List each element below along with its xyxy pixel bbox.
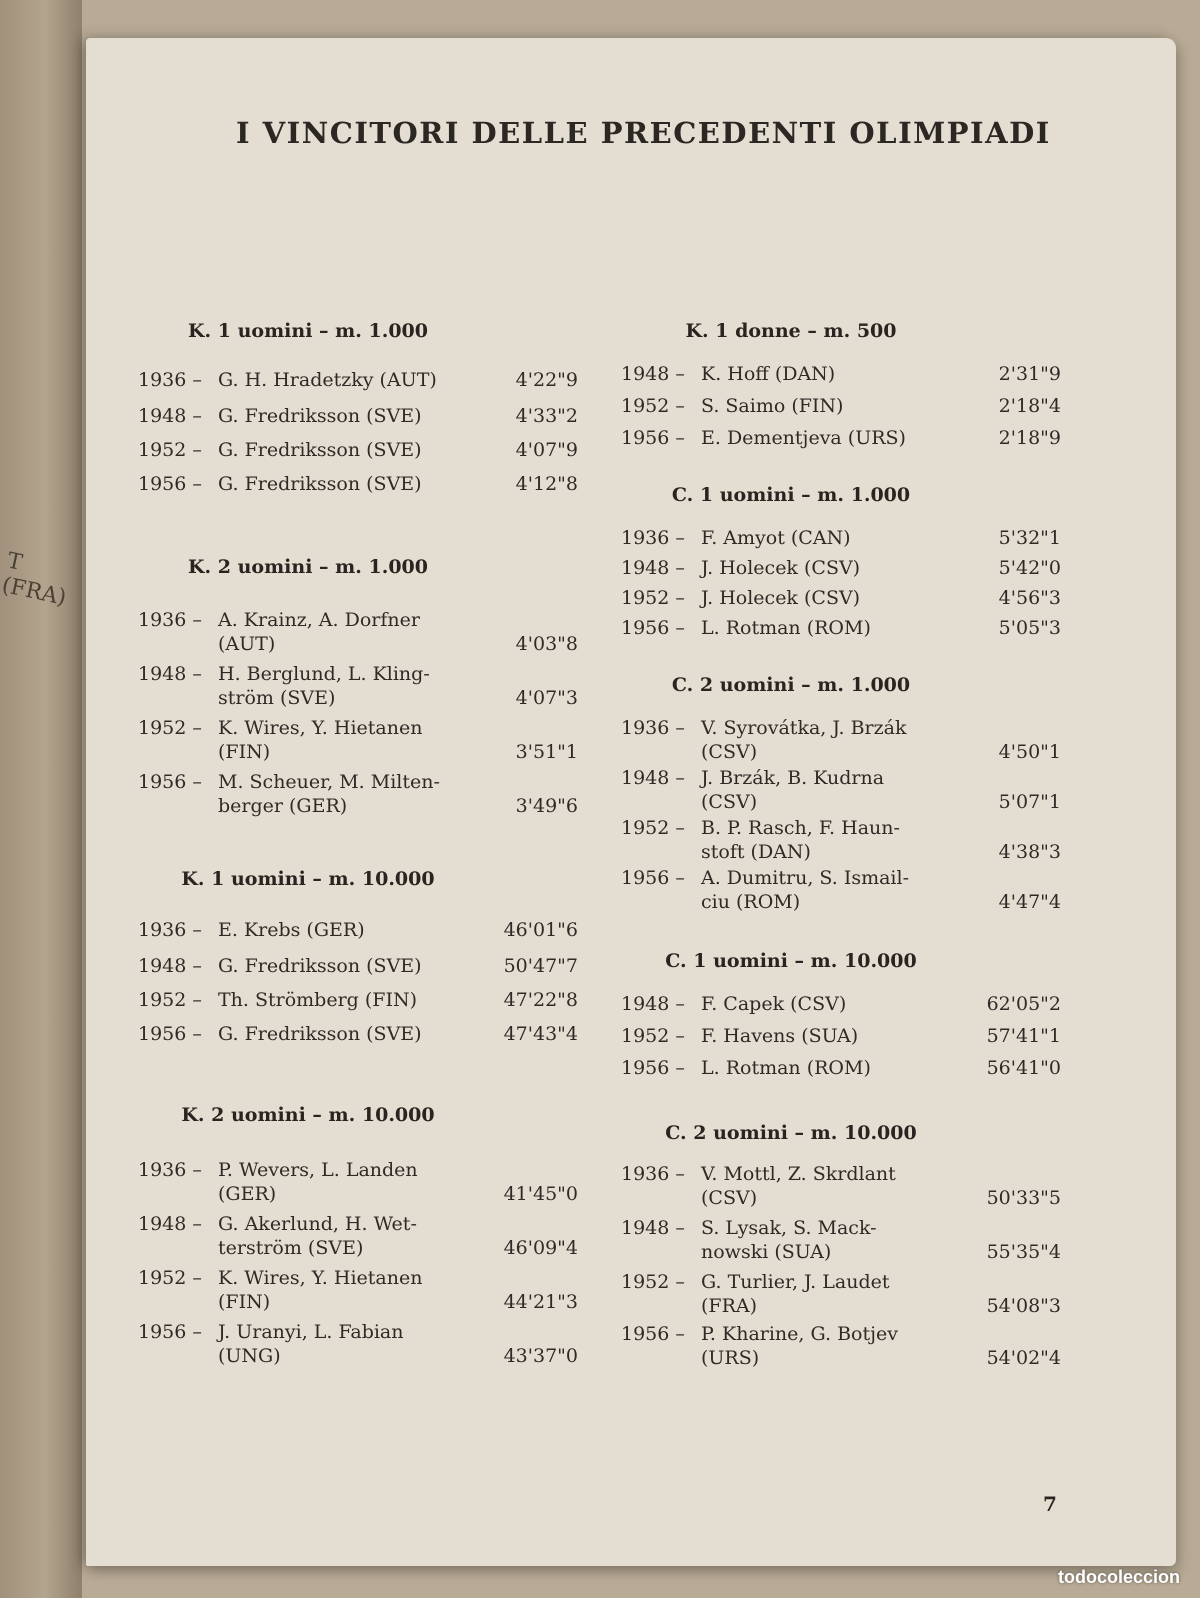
result-year: 1936 –: [621, 717, 685, 739]
result-athletes: P. Wevers, L. Landen: [218, 1159, 418, 1181]
result-year: 1956 –: [621, 427, 685, 449]
result-time: 46'09"4: [503, 1237, 578, 1259]
result-time: 55'35"4: [986, 1241, 1061, 1263]
result-athletes-continued: terström (SVE): [218, 1237, 364, 1259]
result-time: 47'22"8: [503, 989, 578, 1011]
result-time: 5'32"1: [998, 527, 1061, 549]
result-year: 1956 –: [138, 1023, 202, 1045]
result-year: 1948 –: [621, 1217, 685, 1239]
section-heading: K. 1 uomini – m. 1.000: [188, 320, 428, 342]
result-year: 1948 –: [138, 955, 202, 977]
result-time: 3'49"6: [515, 795, 578, 817]
result-athletes: A. Krainz, A. Dorfner: [218, 609, 420, 631]
section-heading: C. 2 uomini – m. 10.000: [665, 1122, 917, 1144]
result-year: 1956 –: [621, 1057, 685, 1079]
result-athletes: V. Syrovátka, J. Brzák: [701, 717, 907, 739]
result-athletes: E. Dementjeva (URS): [701, 427, 906, 449]
result-athletes-continued: (FIN): [218, 741, 271, 763]
section-heading: C. 1 uomini – m. 1.000: [671, 484, 911, 506]
result-time: 4'03"8: [515, 633, 578, 655]
result-year: 1936 –: [621, 1163, 685, 1185]
result-athletes-continued: ström (SVE): [218, 687, 336, 709]
result-year: 1956 –: [138, 473, 202, 495]
result-year: 1936 –: [621, 527, 685, 549]
result-time: 4'38"3: [998, 841, 1061, 863]
result-athletes-continued: (CSV): [701, 741, 758, 763]
result-athletes: G. Fredriksson (SVE): [218, 473, 422, 495]
previous-page-edge: [0, 0, 82, 1598]
section-heading: C. 2 uomini – m. 1.000: [671, 674, 911, 696]
result-athletes: K. Hoff (DAN): [701, 363, 836, 385]
booklet-page: [86, 38, 1176, 1566]
result-athletes: G. Turlier, J. Laudet: [701, 1271, 890, 1293]
result-time: 4'12"8: [515, 473, 578, 495]
result-year: 1948 –: [621, 557, 685, 579]
result-time: 5'42"0: [998, 557, 1061, 579]
result-athletes-continued: (URS): [701, 1347, 760, 1369]
result-athletes: F. Capek (CSV): [701, 993, 847, 1015]
section-heading: K. 2 uomini – m. 1.000: [188, 556, 428, 578]
result-athletes-continued: (FIN): [218, 1291, 271, 1313]
result-time: 41'45"0: [503, 1183, 578, 1205]
result-time: 54'08"3: [986, 1295, 1061, 1317]
result-athletes: H. Berglund, L. Kling-: [218, 663, 430, 685]
result-athletes: K. Wires, Y. Hietanen: [218, 717, 423, 739]
result-athletes-continued: nowski (SUA): [701, 1241, 832, 1263]
result-year: 1952 –: [138, 1267, 202, 1289]
result-year: 1956 –: [621, 1323, 685, 1345]
result-time: 46'01"6: [503, 919, 578, 941]
result-athletes: J. Holecek (CSV): [701, 557, 861, 579]
result-athletes: G. Fredriksson (SVE): [218, 439, 422, 461]
result-year: 1948 –: [138, 405, 202, 427]
result-year: 1952 –: [621, 395, 685, 417]
previous-page-text: T (FRA): [0, 548, 69, 611]
result-year: 1956 –: [621, 867, 685, 889]
section-heading: C. 1 uomini – m. 10.000: [665, 950, 917, 972]
result-athletes: J. Uranyi, L. Fabian: [218, 1321, 404, 1343]
result-athletes: L. Rotman (ROM): [701, 1057, 871, 1079]
result-athletes: K. Wires, Y. Hietanen: [218, 1267, 423, 1289]
result-time: 54'02"4: [986, 1347, 1061, 1369]
result-athletes: S. Saimo (FIN): [701, 395, 844, 417]
result-time: 57'41"1: [986, 1025, 1061, 1047]
result-athletes: G. Fredriksson (SVE): [218, 1023, 422, 1045]
page-number: 7: [1043, 1492, 1057, 1516]
result-time: 43'37"0: [503, 1345, 578, 1367]
result-time: 4'33"2: [515, 405, 578, 427]
result-athletes: M. Scheuer, M. Milten-: [218, 771, 440, 793]
result-time: 4'07"9: [515, 439, 578, 461]
result-year: 1952 –: [138, 717, 202, 739]
result-athletes: G. Fredriksson (SVE): [218, 955, 422, 977]
result-athletes: J. Holecek (CSV): [701, 587, 861, 609]
result-year: 1956 –: [138, 1321, 202, 1343]
result-athletes: F. Amyot (CAN): [701, 527, 851, 549]
result-year: 1948 –: [621, 767, 685, 789]
result-time: 2'18"4: [998, 395, 1061, 417]
result-athletes-continued: berger (GER): [218, 795, 348, 817]
result-athletes-continued: ciu (ROM): [701, 891, 801, 913]
result-year: 1948 –: [621, 363, 685, 385]
result-athletes-continued: (FRA): [701, 1295, 758, 1317]
result-year: 1936 –: [138, 369, 202, 391]
result-athletes: B. P. Rasch, F. Haun-: [701, 817, 900, 839]
result-year: 1952 –: [621, 1271, 685, 1293]
result-time: 62'05"2: [986, 993, 1061, 1015]
result-athletes-continued: (GER): [218, 1183, 277, 1205]
result-time: 4'56"3: [998, 587, 1061, 609]
result-athletes: E. Krebs (GER): [218, 919, 365, 941]
result-time: 4'07"3: [515, 687, 578, 709]
result-athletes-continued: (CSV): [701, 1187, 758, 1209]
result-athletes: P. Kharine, G. Botjev: [701, 1323, 898, 1345]
result-time: 2'31"9: [998, 363, 1061, 385]
result-time: 4'50"1: [998, 741, 1061, 763]
result-athletes: G. H. Hradetzky (AUT): [218, 369, 437, 391]
result-time: 2'18"9: [998, 427, 1061, 449]
result-athletes: J. Brzák, B. Kudrna: [701, 767, 885, 789]
result-year: 1952 –: [138, 439, 202, 461]
result-time: 47'43"4: [503, 1023, 578, 1045]
result-time: 4'47"4: [998, 891, 1061, 913]
result-athletes: L. Rotman (ROM): [701, 617, 871, 639]
result-year: 1948 –: [138, 663, 202, 685]
result-athletes: A. Dumitru, S. Ismail-: [701, 867, 909, 889]
result-athletes-continued: (AUT): [218, 633, 276, 655]
section-heading: K. 2 uomini – m. 10.000: [181, 1104, 435, 1126]
result-athletes: G. Fredriksson (SVE): [218, 405, 422, 427]
result-athletes: V. Mottl, Z. Skrdlant: [701, 1163, 896, 1185]
watermark-text: todocoleccion: [1057, 1567, 1180, 1587]
result-year: 1952 –: [138, 989, 202, 1011]
result-time: 44'21"3: [503, 1291, 578, 1313]
result-athletes: Th. Strömberg (FIN): [218, 989, 418, 1011]
result-athletes-continued: stoft (DAN): [701, 841, 811, 863]
result-time: 50'47"7: [503, 955, 578, 977]
result-time: 50'33"5: [986, 1187, 1061, 1209]
result-athletes: G. Akerlund, H. Wet-: [218, 1213, 417, 1235]
result-athletes: S. Lysak, S. Mack-: [701, 1217, 877, 1239]
result-year: 1948 –: [138, 1213, 202, 1235]
result-year: 1952 –: [621, 817, 685, 839]
section-heading: K. 1 uomini – m. 10.000: [181, 868, 435, 890]
result-year: 1956 –: [138, 771, 202, 793]
result-year: 1948 –: [621, 993, 685, 1015]
result-year: 1952 –: [621, 1025, 685, 1047]
result-year: 1936 –: [138, 609, 202, 631]
result-year: 1956 –: [621, 617, 685, 639]
result-time: 56'41"0: [986, 1057, 1061, 1079]
result-year: 1936 –: [138, 919, 202, 941]
result-time: 5'05"3: [998, 617, 1061, 639]
result-time: 3'51"1: [515, 741, 578, 763]
section-heading: K. 1 donne – m. 500: [685, 320, 897, 342]
result-athletes-continued: (UNG): [218, 1345, 281, 1367]
result-year: 1936 –: [138, 1159, 202, 1181]
result-time: 5'07"1: [998, 791, 1061, 813]
page-title: I VINCITORI DELLE PRECEDENTI OLIMPIADI: [236, 116, 1051, 150]
result-athletes: F. Havens (SUA): [701, 1025, 859, 1047]
result-athletes-continued: (CSV): [701, 791, 758, 813]
result-year: 1952 –: [621, 587, 685, 609]
result-time: 4'22"9: [515, 369, 578, 391]
